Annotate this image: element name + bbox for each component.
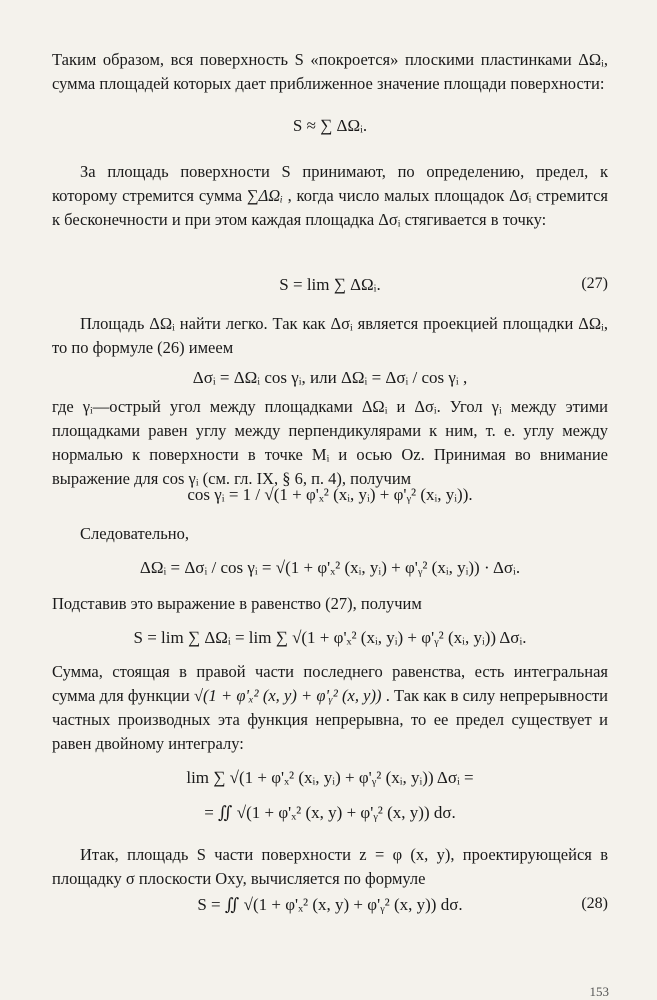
- paragraph-5: Следовательно,: [80, 524, 189, 543]
- equation-integral-line-2: = ∬ √(1 + φ'ₓ² (x, y) + φ'ᵧ² (x, y)) dσ.: [204, 803, 456, 822]
- paragraph-7: [52, 660, 608, 756]
- paragraph-3: Площадь ΔΩᵢ найти легко. Так как Δσᵢ является проекцией площадки ΔΩᵢ, то по формуле (26) имеем: [52, 314, 608, 357]
- equation-area-approx: S ≈ ∑ ΔΩᵢ.: [292, 116, 368, 135]
- paragraph-4: где γᵢ—острый угол между площадками ΔΩᵢ и Δσᵢ. Угол γᵢ между этими площадками равен углу между перпендикулярами к ним, т. е. углу между нормалью к поверхности в точке Mᵢ и осью Oz. Принимая во внимание выражение для cos γᵢ (см. гл. IX, § 6, п. 4), получим: [52, 397, 608, 488]
- equation-delta-omega: ΔΩᵢ = Δσᵢ / cos γᵢ = √(1 + φ'ₓ² (xᵢ, yᵢ) + φ'ᵧ² (xᵢ, yᵢ)) · Δσᵢ.: [139, 558, 521, 577]
- paragraph-8: Итак, площадь S части поверхности z = φ (x, y), проектирующейся в площадку σ плоскости Oxy, вычисляется по формуле: [52, 845, 608, 888]
- equation-28: [52, 895, 608, 915]
- paragraph-7-start: Сумма, стоящая в правой части последнего равенства, есть интегральная сумма для функции: [52, 662, 608, 705]
- equation-27: [52, 275, 608, 295]
- equation-28-number: (28): [581, 895, 608, 912]
- page-number: 153: [589, 984, 609, 999]
- equation-projection: Δσᵢ = ΔΩᵢ cos γᵢ, или ΔΩᵢ = Δσᵢ / cos γᵢ ,: [192, 368, 468, 387]
- paragraph-2-end: , когда число малых площадок Δσᵢ стремится к бесконечности и при этом каждая площадка Δσᵢ стягивается в точку:: [52, 186, 609, 229]
- equation-integral-line-1: lim ∑ √(1 + φ'ₓ² (xᵢ, yᵢ) + φ'ᵧ² (xᵢ, yᵢ)) Δσᵢ =: [186, 768, 474, 787]
- equation-sum-limit: S = lim ∑ ΔΩᵢ = lim ∑ √(1 + φ'ₓ² (xᵢ, yᵢ) + φ'ᵧ² (xᵢ, yᵢ)) Δσᵢ.: [133, 628, 527, 647]
- equation-27-number: (27): [581, 275, 608, 292]
- paragraph-6: Подставив это выражение в равенство (27), получим: [52, 594, 422, 613]
- inline-function-formula: √(1 + φ'ₓ² (x, y) + φ'ᵧ² (x, y)): [193, 686, 382, 705]
- paragraph-1: Таким образом, вся поверхность S «покроется» плоскими пластинками ΔΩᵢ, сумма площадей которых дает приближенное значение площади поверхности:: [52, 50, 608, 93]
- equation-28-body: S = ∬ √(1 + φ'ₓ² (x, y) + φ'ᵧ² (x, y)) dσ.: [197, 895, 463, 914]
- inline-sum-formula: ∑ΔΩᵢ: [246, 186, 283, 205]
- equation-27-body: S = lim ∑ ΔΩᵢ.: [279, 275, 381, 294]
- paragraph-2: [52, 160, 608, 232]
- paragraph-2-start: За площадь поверхности S принимают, по определению, предел, к которому стремится сумма: [52, 162, 608, 205]
- equation-cos-gamma: cos γᵢ = 1 / √(1 + φ'ₓ² (xᵢ, yᵢ) + φ'ᵧ² (xᵢ, yᵢ)).: [187, 485, 473, 504]
- paragraph-7-end: . Так как в силу непрерывности частных производных эта функция непрерывна, то ее предел существует и равен двойному интегралу:: [52, 686, 608, 753]
